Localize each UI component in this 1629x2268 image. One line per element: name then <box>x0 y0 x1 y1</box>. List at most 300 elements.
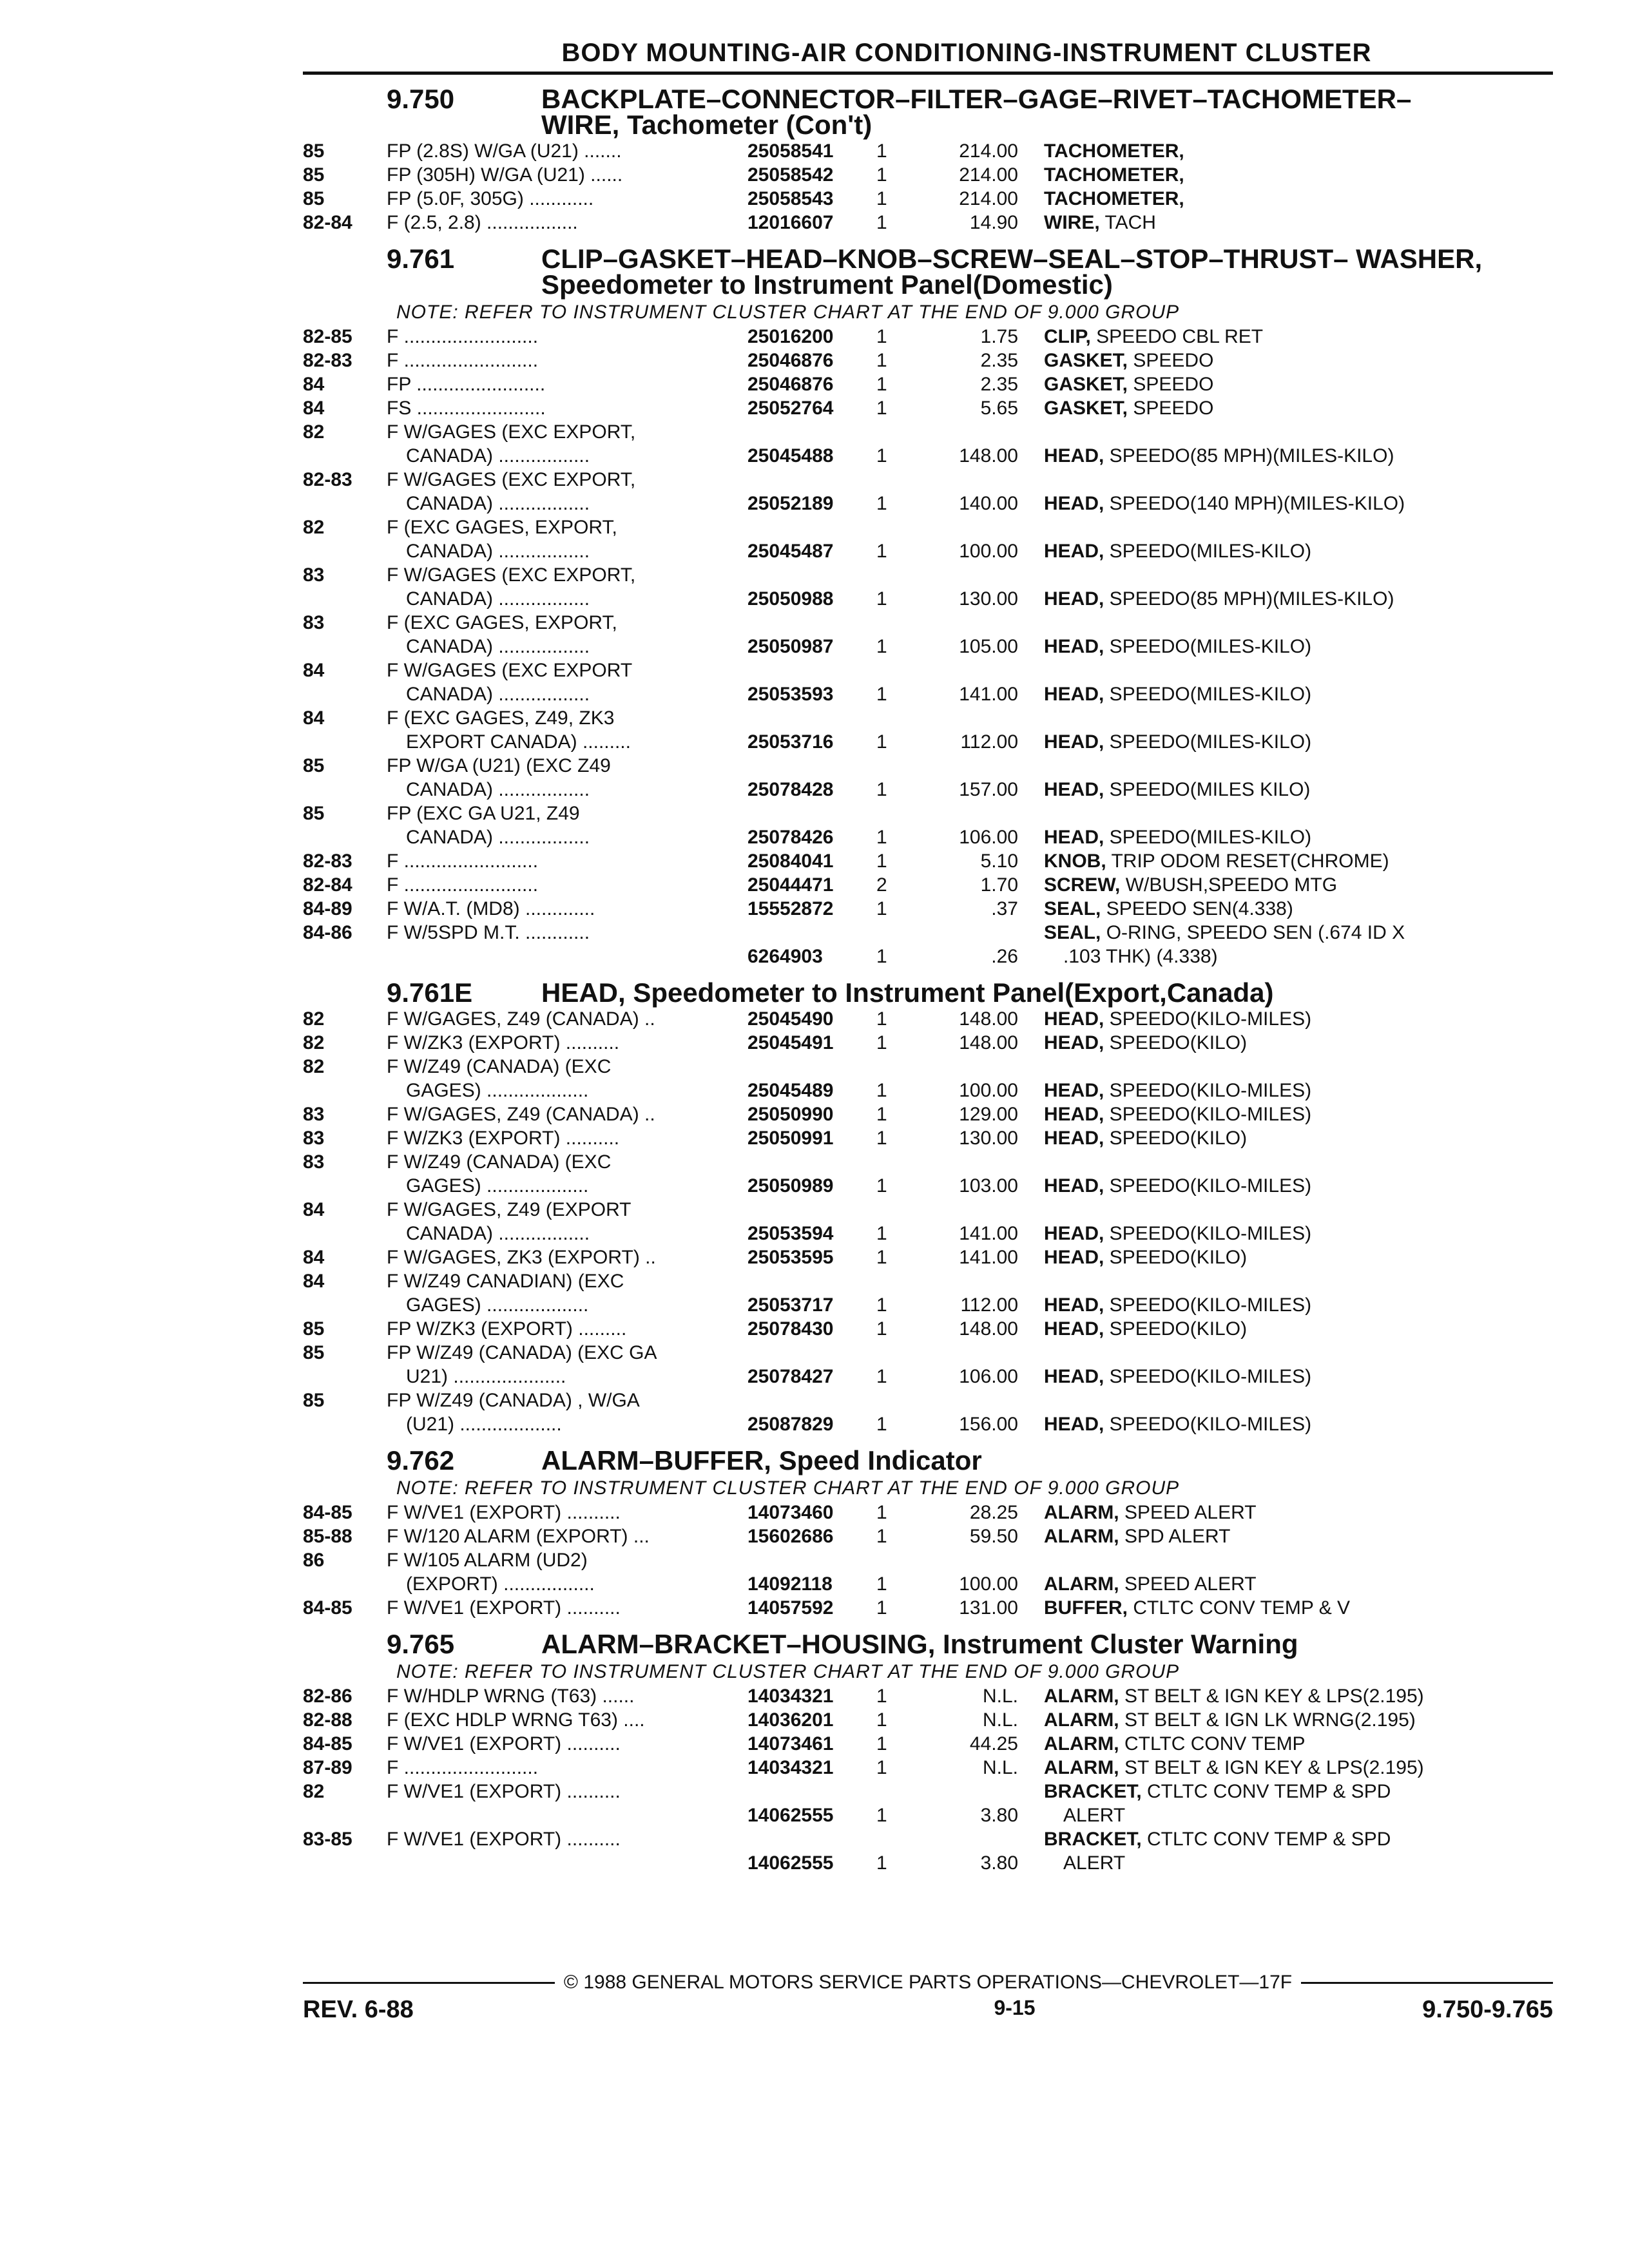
model-years: 84 <box>303 1271 325 1292</box>
application-line2: CANADA) ................. <box>406 827 590 848</box>
part-row <box>303 1780 1553 1827</box>
part-name-line <box>1044 1502 1257 1523</box>
part-row <box>303 1548 1553 1596</box>
section-number: 9.761E <box>387 977 473 1008</box>
model-years: 82 <box>303 1056 325 1077</box>
model-years: 85 <box>303 164 325 186</box>
part-name <box>1044 1756 1553 1780</box>
part-detail: SPEED ALERT <box>1119 1502 1257 1523</box>
application-line2: CANADA) ................. <box>406 445 590 466</box>
price: 141.00 <box>959 1223 1018 1244</box>
application-description <box>387 1389 747 1436</box>
application-description <box>387 139 747 163</box>
price: 148.00 <box>959 1032 1018 1053</box>
part-row <box>303 921 1553 968</box>
part-name <box>1044 1293 1553 1317</box>
application-description <box>387 1756 747 1780</box>
part-name-line <box>1044 1175 1311 1196</box>
section-range: 9.750-9.765 <box>1422 1996 1553 2023</box>
quantity: 2 <box>876 874 887 896</box>
section-number: 9.761 <box>387 244 455 274</box>
application-description <box>387 658 747 706</box>
quantity: 1 <box>876 1526 887 1547</box>
part-number: 14073461 <box>747 1733 834 1754</box>
part-row <box>303 515 1553 563</box>
application-description <box>387 515 747 563</box>
quantity: 1 <box>876 164 887 186</box>
section-heading <box>303 1631 1553 1657</box>
part-keyword: HEAD, <box>1044 1366 1104 1387</box>
model-years: 82 <box>303 1032 325 1053</box>
price: 105.00 <box>959 636 1018 657</box>
part-number: 25046876 <box>747 350 834 371</box>
part-number: 25053594 <box>747 1223 834 1244</box>
application-description <box>387 211 747 235</box>
section-title-line1: CLIP–GASKET–HEAD–KNOB–SCREW–SEAL–STOP–THRUST– WASHER, <box>541 244 1483 274</box>
part-row <box>303 1198 1553 1245</box>
application-description <box>387 921 747 968</box>
part-name-line <box>1044 1829 1391 1850</box>
part-name-line <box>1044 541 1311 562</box>
application-line1: F ......................... <box>387 1757 539 1778</box>
model-years: 82-83 <box>303 350 352 371</box>
part-number: 25078428 <box>747 779 834 800</box>
quantity: 1 <box>876 1175 887 1196</box>
quantity: 1 <box>876 1366 887 1387</box>
part-detail: SPEEDO(KILO-MILES) <box>1104 1366 1312 1387</box>
application-line1: F W/GAGES (EXC EXPORT, <box>387 564 636 586</box>
part-row <box>303 1102 1553 1126</box>
part-detail: CTLTC CONV TEMP & SPD <box>1141 1829 1391 1850</box>
part-name <box>1044 372 1553 396</box>
price: 140.00 <box>959 493 1018 514</box>
part-name <box>1044 1596 1553 1620</box>
price: .37 <box>991 898 1018 919</box>
section-title <box>541 977 1553 1008</box>
footer-rule-left <box>303 1982 555 1984</box>
part-name-line <box>1044 1032 1247 1053</box>
part-name <box>1044 1174 1553 1198</box>
application-line1: F (EXC HDLP WRNG T63) .... <box>387 1709 645 1731</box>
model-years: 82-84 <box>303 212 352 233</box>
part-name-line <box>1044 398 1213 419</box>
part-row <box>303 187 1553 211</box>
part-keyword: HEAD, <box>1044 1318 1104 1340</box>
part-name <box>1044 211 1553 235</box>
quantity: 1 <box>876 1032 887 1053</box>
model-years: 85 <box>303 1342 325 1363</box>
part-row <box>303 1150 1553 1198</box>
part-row <box>303 1269 1553 1317</box>
part-name <box>1044 635 1553 658</box>
part-keyword: HEAD, <box>1044 1294 1104 1316</box>
part-keyword: TACHOMETER, <box>1044 164 1184 186</box>
quantity: 1 <box>876 1008 887 1030</box>
part-detail: SPEEDO(MILES-KILO) <box>1104 684 1312 705</box>
part-number: 25045490 <box>747 1008 834 1030</box>
part-detail: SPEEDO(MILES-KILO) <box>1104 827 1312 848</box>
price: 214.00 <box>959 188 1018 209</box>
part-detail: SPEEDO(KILO-MILES) <box>1104 1414 1312 1435</box>
section-heading <box>303 246 1553 298</box>
quantity: 1 <box>876 1805 887 1826</box>
quantity: 1 <box>876 1733 887 1754</box>
part-number: 25045489 <box>747 1080 834 1101</box>
part-name-line <box>1044 1104 1311 1125</box>
part-name <box>1044 1126 1553 1150</box>
page-number: 9-15 <box>994 1996 1036 2019</box>
part-detail-continued: ALERT <box>1063 1852 1126 1874</box>
part-name-line <box>1044 212 1156 233</box>
quantity: 1 <box>876 493 887 514</box>
price: 3.80 <box>980 1805 1018 1826</box>
price: 28.25 <box>969 1502 1018 1523</box>
application-line2: (EXPORT) ................. <box>406 1573 595 1595</box>
footer-bottom <box>303 1996 1553 2024</box>
price: N.L. <box>982 1757 1018 1778</box>
part-name <box>1044 1524 1553 1548</box>
part-name-line <box>1044 1709 1416 1731</box>
application-line2: U21) ..................... <box>406 1366 566 1387</box>
application-description <box>387 1524 747 1548</box>
part-keyword: HEAD, <box>1044 1223 1104 1244</box>
part-number: 25050989 <box>747 1175 834 1196</box>
part-detail: CTLTC CONV TEMP <box>1119 1733 1306 1754</box>
part-name-line <box>1044 1008 1311 1030</box>
part-detail: SPEED ALERT <box>1119 1573 1257 1595</box>
part-detail: CTLTC CONV TEMP & SPD <box>1141 1781 1391 1802</box>
model-years: 83-85 <box>303 1829 352 1850</box>
section-heading <box>303 86 1553 138</box>
part-row <box>303 754 1553 802</box>
part-detail: SPEEDO(KILO-MILES) <box>1104 1223 1312 1244</box>
part-detail: SPEEDO(MILES-KILO) <box>1104 731 1312 753</box>
part-keyword: SEAL, <box>1044 898 1101 919</box>
application-description <box>387 1596 747 1620</box>
part-row <box>303 1341 1553 1389</box>
parts-list <box>303 1684 1553 1875</box>
section-note: NOTE: REFER TO INSTRUMENT CLUSTER CHART AT THE END OF 9.000 GROUP <box>396 1477 1180 1499</box>
application-description <box>387 1341 747 1389</box>
footer-copyright: © 1988 GENERAL MOTORS SERVICE PARTS OPERATIONS—CHEVROLET—17F <box>563 1972 1293 1993</box>
part-name-line <box>1044 636 1311 657</box>
part-number: 25053717 <box>747 1294 834 1316</box>
part-name-line <box>1044 731 1311 753</box>
application-line1: FP (305H) W/GA (U21) ...... <box>387 164 623 186</box>
part-detail: SPEEDO <box>1128 398 1214 419</box>
part-detail: TRIP ODOM RESET(CHROME) <box>1106 850 1389 872</box>
application-description <box>387 1031 747 1055</box>
part-keyword: HEAD, <box>1044 1128 1104 1149</box>
section-title-line1: HEAD, Speedometer to Instrument Panel(Export,Canada) <box>541 977 1274 1008</box>
part-keyword: ALARM, <box>1044 1733 1119 1754</box>
part-detail: SPEEDO(140 MPH)(MILES-KILO) <box>1104 493 1405 514</box>
part-number: 25016200 <box>747 326 834 347</box>
application-line1: F W/GAGES, ZK3 (EXPORT) .. <box>387 1247 656 1268</box>
part-row <box>303 849 1553 873</box>
application-description <box>387 1780 747 1827</box>
model-years: 86 <box>303 1550 325 1571</box>
application-line1: F W/VE1 (EXPORT) .......... <box>387 1733 621 1754</box>
part-number: 14057592 <box>747 1597 834 1619</box>
page-header: BODY MOUNTING-AIR CONDITIONING-INSTRUMENT CLUSTER <box>303 39 1553 75</box>
part-name <box>1044 1102 1553 1126</box>
application-line1: F W/VE1 (EXPORT) .......... <box>387 1597 621 1619</box>
quantity: 1 <box>876 140 887 162</box>
quantity: 1 <box>876 1414 887 1435</box>
part-number: 25050991 <box>747 1128 834 1149</box>
application-description <box>387 1150 747 1198</box>
part-detail: O-RING, SPEEDO SEN (.674 ID X <box>1101 922 1405 943</box>
part-number: 15552872 <box>747 898 834 919</box>
model-years: 84-89 <box>303 898 352 919</box>
model-years: 87-89 <box>303 1757 352 1778</box>
part-number: 25045491 <box>747 1032 834 1053</box>
quantity: 1 <box>876 588 887 610</box>
application-description <box>387 420 747 468</box>
application-line2: GAGES) ................... <box>406 1294 589 1316</box>
quantity: 1 <box>876 1597 887 1619</box>
part-detail: SPEEDO(85 MPH)(MILES-KILO) <box>1104 588 1394 610</box>
price: 106.00 <box>959 827 1018 848</box>
application-description <box>387 754 747 802</box>
part-keyword: HEAD, <box>1044 684 1104 705</box>
part-name <box>1044 1317 1553 1341</box>
model-years: 84 <box>303 398 325 419</box>
model-years: 82-84 <box>303 874 352 896</box>
part-keyword: TACHOMETER, <box>1044 188 1184 209</box>
section-title-line1: BACKPLATE–CONNECTOR–FILTER–GAGE–RIVET–TACHOMETER– <box>541 84 1412 114</box>
part-row <box>303 139 1553 163</box>
quantity: 1 <box>876 684 887 705</box>
application-description <box>387 372 747 396</box>
part-name-line <box>1044 1597 1350 1619</box>
part-name-line <box>1044 1080 1311 1101</box>
part-name <box>1044 187 1553 211</box>
price: 5.65 <box>980 398 1018 419</box>
application-line2: GAGES) ................... <box>406 1080 589 1101</box>
part-row <box>303 706 1553 754</box>
model-years: 84-85 <box>303 1733 352 1754</box>
model-years: 82 <box>303 1008 325 1030</box>
price: 130.00 <box>959 588 1018 610</box>
part-detail: ST BELT & IGN KEY & LPS(2.195) <box>1119 1757 1424 1778</box>
application-line1: FP (EXC GA U21, Z49 <box>387 803 580 824</box>
application-line1: F W/Z49 (CANADA) (EXC <box>387 1151 612 1173</box>
part-number: 12016607 <box>747 212 834 233</box>
model-years: 85 <box>303 803 325 824</box>
part-detail: SPEEDO(KILO-MILES) <box>1104 1008 1312 1030</box>
price: 59.50 <box>969 1526 1018 1547</box>
model-years: 82 <box>303 517 325 538</box>
part-name-line <box>1044 445 1394 466</box>
application-description <box>387 468 747 515</box>
application-description <box>387 1055 747 1102</box>
part-keyword: BRACKET, <box>1044 1829 1142 1850</box>
part-number: 25058541 <box>747 140 834 162</box>
part-detail: TACH <box>1099 212 1156 233</box>
part-keyword: ALARM, <box>1044 1686 1119 1707</box>
part-row <box>303 1317 1553 1341</box>
part-number: 25046876 <box>747 374 834 395</box>
part-name-line <box>1044 1757 1424 1778</box>
quantity: 1 <box>876 850 887 872</box>
part-name-line <box>1044 1223 1311 1244</box>
part-detail: SPEEDO(MILES-KILO) <box>1104 636 1312 657</box>
price: 112.00 <box>960 1294 1018 1316</box>
application-description <box>387 1317 747 1341</box>
part-keyword: GASKET, <box>1044 374 1128 395</box>
part-number: 25053595 <box>747 1247 834 1268</box>
parts-list <box>303 1501 1553 1620</box>
quantity: 1 <box>876 541 887 562</box>
part-keyword: HEAD, <box>1044 541 1104 562</box>
part-keyword: HEAD, <box>1044 1104 1104 1125</box>
part-name-line <box>1044 350 1213 371</box>
part-name <box>1044 1780 1553 1827</box>
price: 5.10 <box>980 850 1018 872</box>
quantity: 1 <box>876 779 887 800</box>
part-name <box>1044 1708 1553 1732</box>
part-keyword: SCREW, <box>1044 874 1121 896</box>
application-line2: CANADA) ................. <box>406 493 590 514</box>
part-keyword: HEAD, <box>1044 1247 1104 1268</box>
part-name <box>1044 1222 1553 1245</box>
part-detail: SPEEDO SEN(4.338) <box>1101 898 1293 919</box>
part-row <box>303 1126 1553 1150</box>
price: 148.00 <box>959 445 1018 466</box>
price: 141.00 <box>959 1247 1018 1268</box>
application-line1: F W/VE1 (EXPORT) .......... <box>387 1502 621 1523</box>
part-row <box>303 1684 1553 1708</box>
application-description <box>387 163 747 187</box>
part-name-line <box>1044 1526 1231 1547</box>
part-number: 25078430 <box>747 1318 834 1340</box>
part-number: 25053593 <box>747 684 834 705</box>
part-keyword: HEAD, <box>1044 1175 1104 1196</box>
quantity: 1 <box>876 350 887 371</box>
model-years: 85 <box>303 1390 325 1411</box>
application-line1: F W/GAGES, Z49 (CANADA) .. <box>387 1008 655 1030</box>
part-name <box>1044 778 1553 802</box>
part-keyword: ALARM, <box>1044 1526 1119 1547</box>
section-title <box>541 246 1553 298</box>
application-description <box>387 873 747 897</box>
part-keyword: CLIP, <box>1044 326 1091 347</box>
part-name-line <box>1044 898 1293 919</box>
part-row <box>303 1245 1553 1269</box>
model-years: 83 <box>303 1128 325 1149</box>
section-title <box>541 1631 1553 1657</box>
part-detail: ST BELT & IGN KEY & LPS(2.195) <box>1119 1686 1424 1707</box>
part-detail: CTLTC CONV TEMP & V <box>1128 1597 1351 1619</box>
part-name <box>1044 587 1553 611</box>
quantity: 1 <box>876 326 887 347</box>
part-keyword: HEAD, <box>1044 1080 1104 1101</box>
application-line1: FP ........................ <box>387 374 546 395</box>
application-line2: GAGES) ................... <box>406 1175 589 1196</box>
part-row <box>303 563 1553 611</box>
application-description <box>387 897 747 921</box>
part-name-line <box>1044 374 1213 395</box>
section-title-line1: ALARM–BRACKET–HOUSING, Instrument Cluster Warning <box>541 1629 1298 1659</box>
part-detail: SPEEDO(KILO-MILES) <box>1104 1175 1312 1196</box>
part-detail: SPEEDO(KILO) <box>1104 1247 1248 1268</box>
application-description <box>387 706 747 754</box>
part-name <box>1044 825 1553 849</box>
application-description <box>387 1684 747 1708</box>
section-number: 9.765 <box>387 1629 455 1659</box>
part-number: 25058543 <box>747 188 834 209</box>
quantity: 1 <box>876 1128 887 1149</box>
part-detail: SPEEDO(KILO-MILES) <box>1104 1294 1312 1316</box>
application-description <box>387 349 747 372</box>
part-row <box>303 349 1553 372</box>
part-name-line <box>1044 326 1263 347</box>
catalog-page <box>303 39 1553 1875</box>
part-keyword: ALARM, <box>1044 1709 1119 1731</box>
part-name-line <box>1044 1366 1311 1387</box>
part-name <box>1044 163 1553 187</box>
part-name <box>1044 873 1553 897</box>
application-line1: F ......................... <box>387 874 539 896</box>
quantity: 1 <box>876 188 887 209</box>
application-line1: FP (5.0F, 305G) ............ <box>387 188 594 209</box>
parts-list <box>303 139 1553 235</box>
part-number: 6264903 <box>747 946 823 967</box>
part-name-line <box>1044 1318 1247 1340</box>
price: 100.00 <box>959 1080 1018 1101</box>
application-description <box>387 325 747 349</box>
section-title-line2: WIRE, Tachometer (Con't) <box>541 110 872 140</box>
part-number: 25044471 <box>747 874 834 896</box>
model-years: 85 <box>303 188 325 209</box>
application-description <box>387 1501 747 1524</box>
part-number: 25045487 <box>747 541 834 562</box>
quantity: 1 <box>876 1104 887 1125</box>
part-row <box>303 1031 1553 1055</box>
part-row <box>303 468 1553 515</box>
application-line1: FP W/ZK3 (EXPORT) ......... <box>387 1318 627 1340</box>
part-number: 25050990 <box>747 1104 834 1125</box>
parts-list <box>303 325 1553 968</box>
application-line1: F W/5SPD M.T. ............ <box>387 922 590 943</box>
part-number: 25050988 <box>747 588 834 610</box>
part-name <box>1044 849 1553 873</box>
part-name-line <box>1044 1414 1311 1435</box>
part-row <box>303 1708 1553 1732</box>
model-years: 84 <box>303 1247 325 1268</box>
model-years: 82-88 <box>303 1709 352 1731</box>
model-years: 82-83 <box>303 469 352 490</box>
application-line1: F W/GAGES, Z49 (CANADA) .. <box>387 1104 655 1125</box>
application-description <box>387 1548 747 1596</box>
part-detail: SPEEDO(KILO) <box>1104 1128 1248 1149</box>
part-row <box>303 1524 1553 1548</box>
part-keyword: HEAD, <box>1044 827 1104 848</box>
part-name <box>1044 1827 1553 1875</box>
part-number: 14034321 <box>747 1686 834 1707</box>
model-years: 82-86 <box>303 1686 352 1707</box>
part-name-line <box>1044 188 1184 209</box>
part-detail: SPEEDO(KILO) <box>1104 1318 1248 1340</box>
application-line2: CANADA) ................. <box>406 779 590 800</box>
application-line1: F W/GAGES, Z49 (EXPORT <box>387 1199 631 1220</box>
section-title <box>541 86 1553 138</box>
part-name <box>1044 730 1553 754</box>
application-line2: CANADA) ................. <box>406 684 590 705</box>
price: N.L. <box>982 1709 1018 1731</box>
